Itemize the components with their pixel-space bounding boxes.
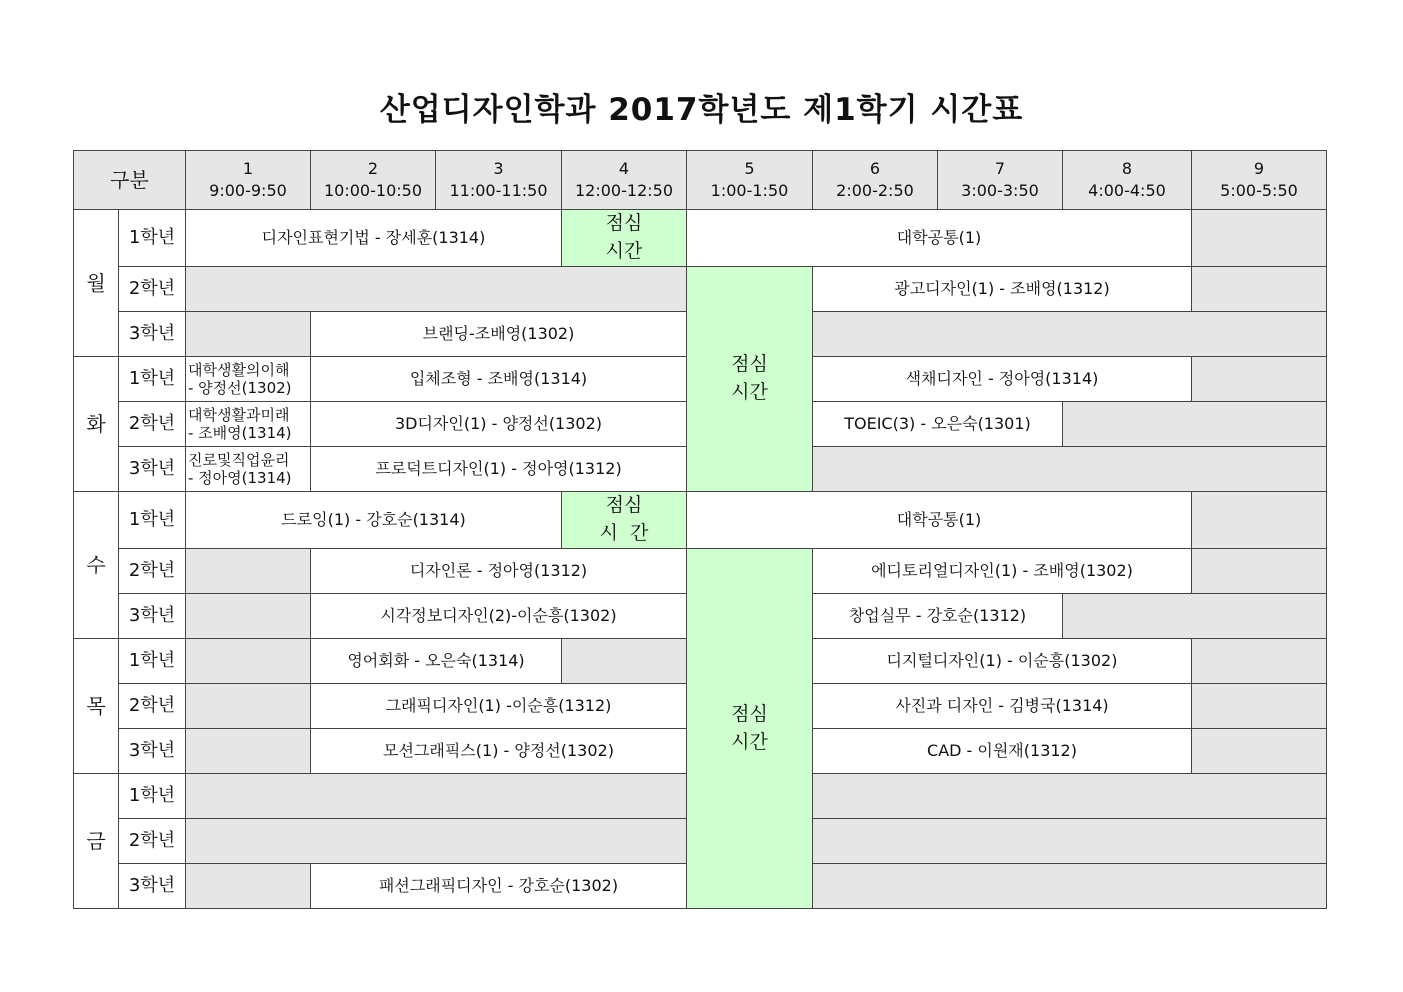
table-row	[74, 549, 1327, 594]
grade-label: 1학년	[119, 357, 186, 402]
grade-label: 2학년	[119, 819, 186, 864]
period-header: 6 2:00-2:50	[813, 151, 938, 210]
class-cell: 패션그래픽디자인 - 강호순(1302)	[311, 864, 687, 909]
grade-label: 3학년	[119, 864, 186, 909]
class-cell: CAD - 이원재(1312)	[813, 729, 1192, 774]
empty-cell	[186, 729, 311, 774]
empty-cell	[186, 594, 311, 639]
day-label-wed: 수	[74, 492, 119, 639]
empty-cell	[813, 312, 1327, 357]
empty-cell	[186, 819, 687, 864]
grade-label: 3학년	[119, 729, 186, 774]
grade-label: 3학년	[119, 594, 186, 639]
class-cell: 대학공통(1)	[687, 492, 1192, 549]
class-cell: 입체조형 - 조배영(1314)	[311, 357, 687, 402]
empty-cell	[186, 684, 311, 729]
period-header: 9 5:00-5:50	[1192, 151, 1327, 210]
class-cell: 대학생활과미래 - 조배영(1314)	[186, 402, 311, 447]
class-cell: 광고디자인(1) - 조배영(1312)	[813, 267, 1192, 312]
empty-cell	[1192, 210, 1327, 267]
lunch-cell: 점심 시간	[562, 210, 687, 267]
class-cell: 모션그래픽스(1) - 양정선(1302)	[311, 729, 687, 774]
empty-cell	[186, 549, 311, 594]
class-cell: 디자인론 - 정아영(1312)	[311, 549, 687, 594]
empty-cell	[186, 774, 687, 819]
class-cell: 프로덕트디자인(1) - 정아영(1312)	[311, 447, 687, 492]
empty-cell	[562, 639, 687, 684]
class-cell: 디자인표현기법 - 장세훈(1314)	[186, 210, 562, 267]
header-corner: 구분	[74, 151, 186, 210]
period-header: 7 3:00-3:50	[938, 151, 1063, 210]
period-header: 1 9:00-9:50	[186, 151, 311, 210]
day-label-mon: 월	[74, 210, 119, 357]
empty-cell	[813, 774, 1327, 819]
grade-label: 1학년	[119, 639, 186, 684]
empty-cell	[813, 864, 1327, 909]
page-title: 산업디자인학과 2017학년도 제1학기 시간표	[379, 92, 1024, 128]
class-cell: 영어회화 - 오은숙(1314)	[311, 639, 562, 684]
empty-cell	[1192, 639, 1327, 684]
timetable	[73, 150, 1327, 909]
table-row	[74, 267, 1327, 312]
empty-cell	[813, 447, 1327, 492]
class-cell: 디지털디자인(1) - 이순흥(1302)	[813, 639, 1192, 684]
grade-label: 1학년	[119, 492, 186, 549]
grade-label: 2학년	[119, 402, 186, 447]
empty-cell	[813, 819, 1327, 864]
empty-cell	[1063, 594, 1327, 639]
period-header: 4 12:00-12:50	[562, 151, 687, 210]
empty-cell	[1192, 549, 1327, 594]
class-cell: TOEIC(3) - 오은숙(1301)	[813, 402, 1063, 447]
class-cell: 드로잉(1) - 강호순(1314)	[186, 492, 562, 549]
lunch-cell: 점심 시 간	[562, 492, 687, 549]
period-header: 5 1:00-1:50	[687, 151, 813, 210]
period-header: 2 10:00-10:50	[311, 151, 436, 210]
grade-label: 3학년	[119, 447, 186, 492]
empty-cell	[186, 864, 311, 909]
class-cell: 창업실무 - 강호순(1312)	[813, 594, 1063, 639]
empty-cell	[1192, 492, 1327, 549]
grade-label: 3학년	[119, 312, 186, 357]
class-cell: 진로및직업윤리 - 정아영(1314)	[186, 447, 311, 492]
class-cell: 3D디자인(1) - 양정선(1302)	[311, 402, 687, 447]
lunch-cell: 점심 시간	[687, 267, 813, 492]
table-row	[74, 492, 1327, 549]
empty-cell	[1192, 729, 1327, 774]
class-cell: 시각정보디자인(2)-이순흥(1302)	[311, 594, 687, 639]
class-cell: 에디토리얼디자인(1) - 조배영(1302)	[813, 549, 1192, 594]
empty-cell	[186, 267, 687, 312]
class-cell: 대학공통(1)	[687, 210, 1192, 267]
empty-cell	[186, 312, 311, 357]
class-cell: 대학생활의이해 - 양정선(1302)	[186, 357, 311, 402]
day-label-thu: 목	[74, 639, 119, 774]
class-cell: 그래픽디자인(1) -이순흥(1312)	[311, 684, 687, 729]
class-cell: 사진과 디자인 - 김병국(1314)	[813, 684, 1192, 729]
period-header: 8 4:00-4:50	[1063, 151, 1192, 210]
class-cell: 브랜딩-조배영(1302)	[311, 312, 687, 357]
grade-label: 1학년	[119, 210, 186, 267]
day-label-tue: 화	[74, 357, 119, 492]
grade-label: 2학년	[119, 684, 186, 729]
empty-cell	[1063, 402, 1327, 447]
day-label-fri: 금	[74, 774, 119, 909]
period-header: 3 11:00-11:50	[436, 151, 562, 210]
class-cell: 색채디자인 - 정아영(1314)	[813, 357, 1192, 402]
grade-label: 1학년	[119, 774, 186, 819]
header-row	[74, 151, 1327, 210]
grade-label: 2학년	[119, 549, 186, 594]
empty-cell	[1192, 267, 1327, 312]
table-row	[74, 210, 1327, 267]
empty-cell	[186, 639, 311, 684]
lunch-cell: 점심 시간	[687, 549, 813, 909]
empty-cell	[1192, 684, 1327, 729]
empty-cell	[1192, 357, 1327, 402]
grade-label: 2학년	[119, 267, 186, 312]
